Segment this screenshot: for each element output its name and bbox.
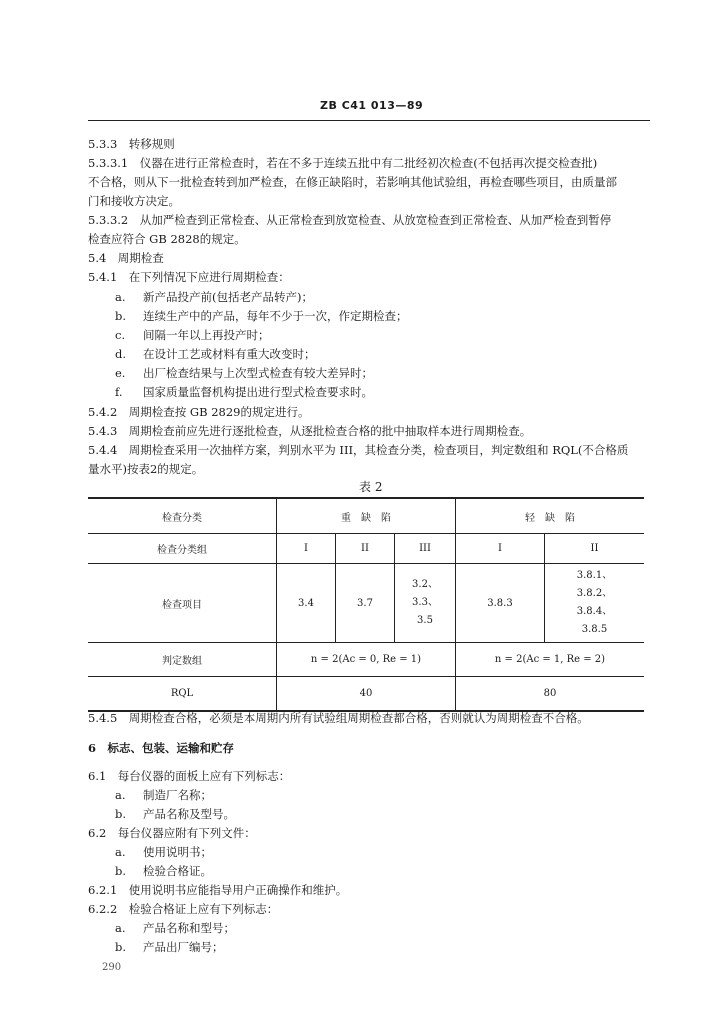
- header-rule: [88, 120, 650, 121]
- page-number: 290: [102, 962, 122, 973]
- clause-5-3-3-2-line1: 5.3.3.2 从加严检查到正常检查、从正常检查到放宽检查、从放宽检查到正常检查、从加严检查到暂停: [88, 213, 612, 227]
- list-item: a. 制造厂名称；: [115, 788, 212, 802]
- clause-5-3-3-1-line2: 不合格，则从下一批检查转到加严检查，在修正缺陷时，若影响其他试验组，再检查哪些项目，由质量部: [88, 175, 617, 189]
- table-cell: n = 2(Ac = 1, Re = 2): [456, 643, 645, 677]
- list-item: b. 连续生产中的产品，每年不少于一次，作定期检查；: [115, 309, 408, 323]
- clause-6-1: 6.1 每台仪器的面板上应有下列标志：: [88, 769, 291, 783]
- table-cell: I: [277, 534, 336, 564]
- clause-5-3-3: 5.3.3 转移规则: [88, 137, 175, 151]
- table-row: [88, 498, 644, 534]
- list-item: b. 检验合格证。: [115, 864, 212, 878]
- table-cell: 40: [277, 677, 456, 712]
- clause-5-3-3-2-line2: 检查应符合 GB 2828的规定。: [88, 232, 246, 246]
- table-row: [88, 564, 644, 643]
- list-item: a. 新产品投产前(包括老产品转产)；: [115, 290, 313, 304]
- list-item: e. 出厂检查结果与上次型式检查有较大差异时；: [115, 366, 373, 380]
- section-6-title: 6 标志、包装、运输和贮存: [88, 741, 235, 755]
- list-item: f. 国家质量监督机构提出进行型式检查要求时。: [115, 385, 373, 399]
- table-row: [88, 677, 644, 712]
- table-cell: 检查项目: [88, 564, 277, 643]
- table-cell: 判定数组: [88, 643, 277, 677]
- clause-5-4-4-line1: 5.4.4 周期检查采用一次抽样方案，判别水平为 III，其检查分类，检查项目，判定数组和 RQL(不合格质: [88, 443, 629, 457]
- table-row: [88, 643, 644, 677]
- table-cell: 3.4: [277, 564, 336, 643]
- table-cell: 3.7: [336, 564, 395, 643]
- table-cell: RQL: [88, 677, 277, 712]
- table-cell: 检查分类组: [88, 534, 277, 564]
- clause-5-4-4-line2: 量水平)按表2的规定。: [88, 462, 204, 476]
- clause-6-2-1: 6.2.1 使用说明书应能指导用户正确操作和维护。: [88, 883, 348, 897]
- clause-5-4: 5.4 周期检查: [88, 251, 164, 265]
- table-cell: 3.8.3: [456, 564, 545, 643]
- table-cell: II: [336, 534, 395, 564]
- clause-5-3-3-1-line1: 5.3.3.1 仪器在进行正常检查时，若在不多于连续五批中有二批经初次检查(不包括再次提交检查批): [88, 156, 598, 170]
- table-cell: 检查分类: [88, 498, 277, 534]
- table-cell: II: [545, 534, 645, 564]
- table-cell: 3.2、 3.3、 3.5: [395, 564, 456, 643]
- document-header: ZB C41 013—89: [320, 99, 424, 112]
- list-item: a. 使用说明书；: [115, 845, 212, 859]
- inspection-table: [88, 497, 644, 712]
- list-item: d. 在设计工艺或材料有重大改变时；: [115, 347, 316, 361]
- clause-5-3-3-1-line3: 门和接收方决定。: [88, 194, 180, 208]
- table-cell: n = 2(Ac = 0, Re = 1): [277, 643, 456, 677]
- table-cell: III: [395, 534, 456, 564]
- list-item: b. 产品出厂编号；: [115, 940, 224, 954]
- clause-6-2-2: 6.2.2 检验合格证上应有下列标志：: [88, 902, 279, 916]
- clause-5-4-1: 5.4.1 在下列情况下应进行周期检查：: [88, 270, 290, 284]
- clause-6-2: 6.2 每台仪器应附有下列文件：: [88, 826, 256, 840]
- clause-5-4-2: 5.4.2 周期检查按 GB 2829的规定进行。: [88, 405, 310, 419]
- clause-5-4-3: 5.4.3 周期检查前应先进行逐批检查，从逐批检查合格的批中抽取样本进行周期检查。: [88, 424, 532, 438]
- table-cell: 重 缺 陷: [277, 498, 456, 534]
- table-cell: 80: [456, 677, 645, 712]
- list-item: c. 间隔一年以上再投产时；: [115, 328, 270, 342]
- table-caption: 表 2: [359, 480, 383, 494]
- table-cell: I: [456, 534, 545, 564]
- clause-5-4-5: 5.4.5 周期检查合格，必须是本周期内所有试验组周期检查都合格，否则就认为周期检查不合格。: [88, 711, 589, 725]
- list-item: b. 产品名称及型号。: [115, 807, 235, 821]
- table-row: [88, 534, 644, 564]
- table-cell: 轻 缺 陷: [456, 498, 645, 534]
- list-item: a. 产品名称和型号；: [115, 921, 235, 935]
- table-cell: 3.8.1、 3.8.2、 3.8.4、 3.8.5: [545, 564, 645, 643]
